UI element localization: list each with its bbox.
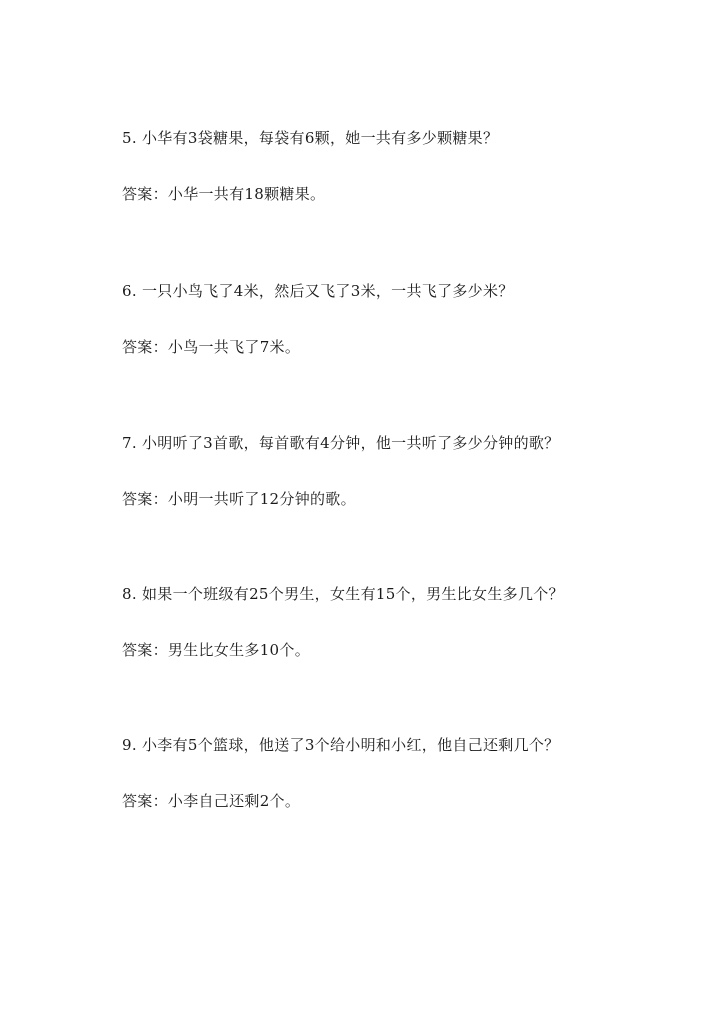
problem-6 xyxy=(122,281,642,357)
problem-7 xyxy=(122,433,642,509)
answer-text: 答案：小李自己还剩2个。 xyxy=(122,792,301,810)
question-text: 9. 小李有5个篮球，他送了3个给小明和小红，他自己还剩几个？ xyxy=(122,736,560,754)
problem-5 xyxy=(122,128,642,204)
question-text: 7. 小明听了3首歌，每首歌有4分钟，他一共听了多少分钟的歌？ xyxy=(122,434,560,452)
answer-text: 答案：小鸟一共飞了7米。 xyxy=(122,338,301,356)
question-text: 6. 一只小鸟飞了4米，然后又飞了3米，一共飞了多少米？ xyxy=(122,282,514,300)
answer-text: 答案：小华一共有18颗糖果。 xyxy=(122,185,326,203)
answer-text: 答案：小明一共听了12分钟的歌。 xyxy=(122,490,356,508)
question-text: 8. 如果一个班级有25个男生，女生有15个，男生比女生多几个？ xyxy=(122,585,564,603)
answer-text: 答案：男生比女生多10个。 xyxy=(122,641,310,659)
problem-9 xyxy=(122,735,642,811)
question-text: 5. 小华有3袋糖果，每袋有6颗，她一共有多少颗糖果？ xyxy=(122,129,499,147)
problem-8 xyxy=(122,584,642,660)
